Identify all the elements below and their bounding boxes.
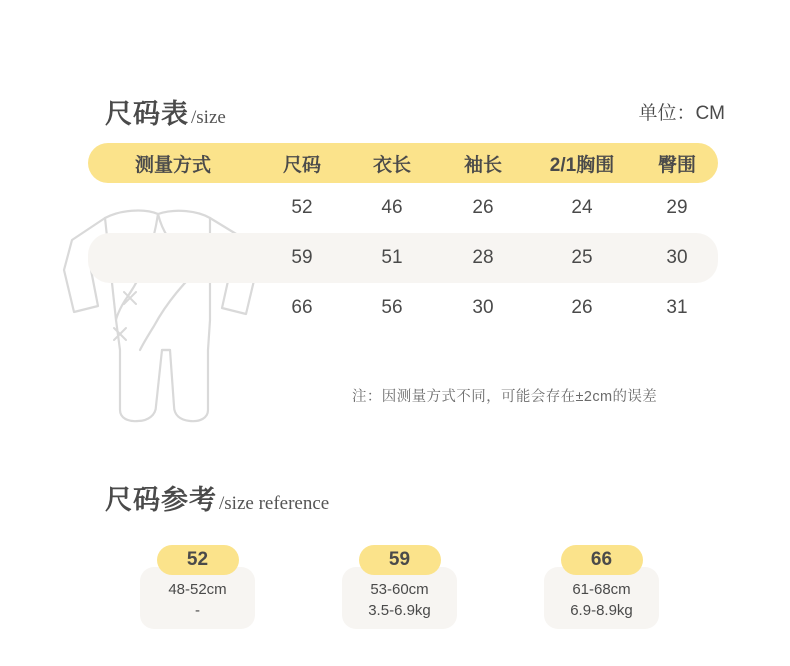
- column-header-sleeve: 袖长: [438, 143, 528, 183]
- cell-sleeve: 26: [472, 197, 494, 218]
- cell-hip: 30: [636, 233, 718, 283]
- size-table: [88, 143, 718, 333]
- cell-chest: 24: [571, 197, 593, 218]
- cell-sleeve: 30: [472, 297, 494, 318]
- size-reference-title: 尺码参考: [105, 485, 217, 515]
- size-chart-header: [105, 92, 725, 132]
- cell-size: 59: [258, 233, 346, 283]
- measurement-note: 注：因测量方式不同，可能会存在±2cm的误差: [352, 389, 658, 405]
- weight-range: 6.9-8.9kg: [570, 602, 633, 619]
- cell-chest: 25: [528, 233, 636, 283]
- column-header-length: 衣长: [346, 143, 438, 183]
- table-row: [88, 283, 718, 333]
- cell-size: 66: [291, 297, 313, 318]
- column-header-chest: 2/1胸围: [528, 143, 636, 183]
- cell-size: 52: [291, 197, 313, 218]
- column-header-hip: 臀围: [636, 143, 718, 183]
- cell-length: 46: [381, 197, 403, 218]
- cell-length: 51: [346, 233, 438, 283]
- cell-method: [88, 233, 258, 283]
- size-reference-card: [342, 545, 457, 629]
- cell-sleeve: 28: [438, 233, 528, 283]
- size-details: [544, 567, 659, 629]
- height-range: 53-60cm: [370, 581, 429, 598]
- cell-chest: 26: [571, 297, 593, 318]
- table-row: [88, 233, 718, 283]
- page-title: 尺码表: [105, 99, 189, 129]
- cell-length: 56: [381, 297, 403, 318]
- size-details: [342, 567, 457, 629]
- weight-range: -: [195, 602, 200, 619]
- size-reference-cards: [140, 545, 660, 645]
- height-range: 61-68cm: [572, 581, 631, 598]
- height-range: 48-52cm: [168, 581, 227, 598]
- weight-range: 3.5-6.9kg: [368, 602, 431, 619]
- size-badge: 66: [561, 545, 643, 575]
- cell-hip: 31: [666, 297, 688, 318]
- unit-label: 单位：CM: [638, 103, 725, 124]
- page-title-en: /size: [191, 107, 226, 128]
- size-table-wrap: [88, 143, 718, 333]
- size-details: [140, 567, 255, 629]
- cell-hip: 29: [666, 197, 688, 218]
- size-reference-card: [140, 545, 255, 629]
- size-reference-card: [544, 545, 659, 629]
- cell-method: [88, 183, 258, 233]
- size-badge: 59: [359, 545, 441, 575]
- table-row: [88, 183, 718, 233]
- cell-method: [88, 283, 258, 333]
- column-header-size: 尺码: [258, 143, 346, 183]
- size-reference-title-en: /size reference: [219, 493, 330, 514]
- size-badge: 52: [157, 545, 239, 575]
- size-reference-header: [105, 478, 329, 517]
- table-header-row: [88, 143, 718, 183]
- column-header-method: 测量方式: [88, 143, 258, 183]
